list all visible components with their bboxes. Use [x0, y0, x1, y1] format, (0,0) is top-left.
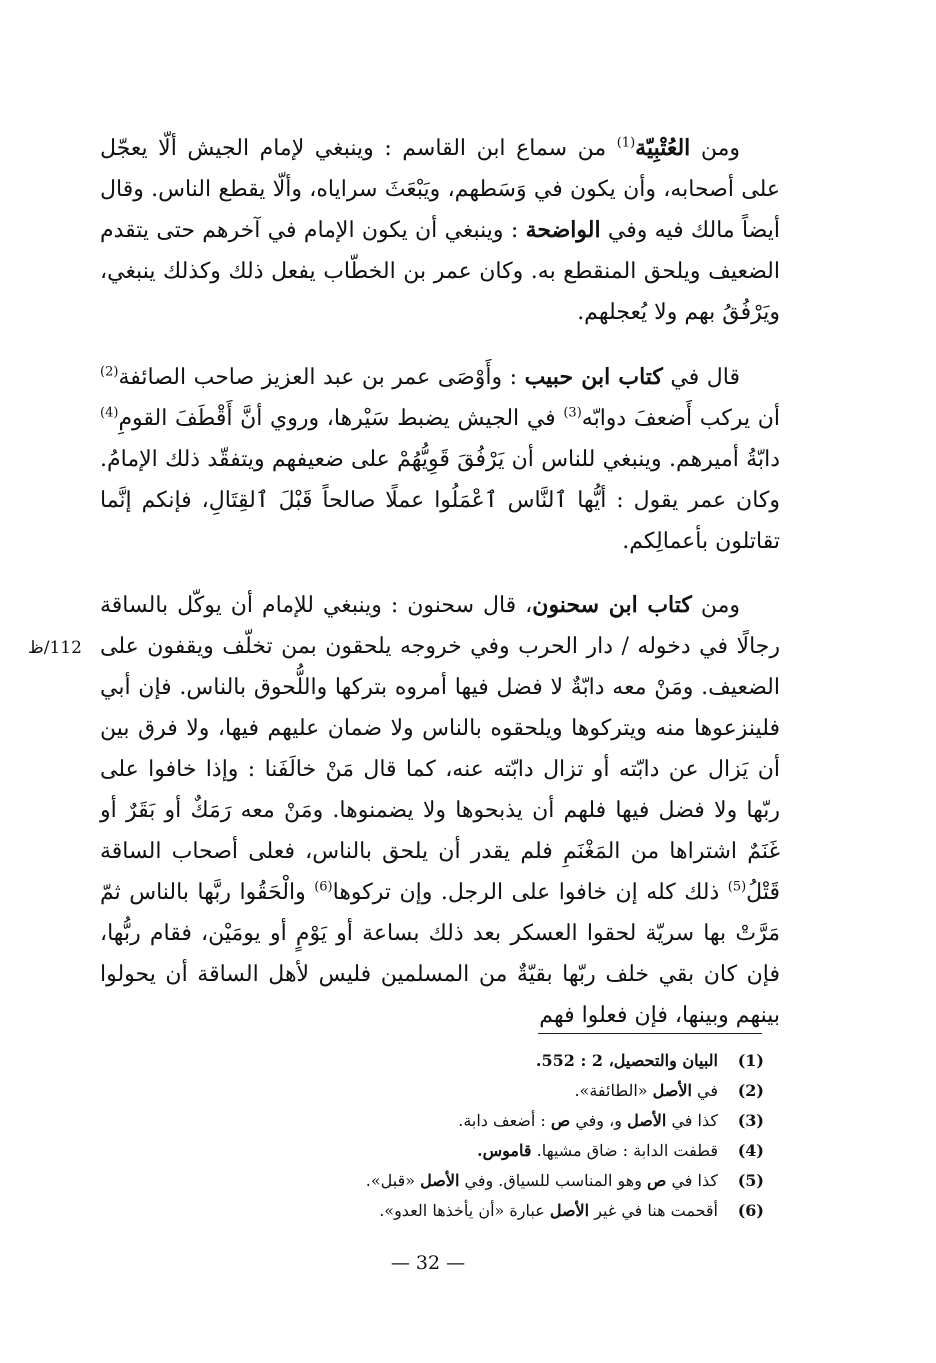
footnote-3: (3) كذا في الأصل و، وفي ص : أضعف دابة. — [458, 1111, 764, 1130]
footnote-ref-3: (3) — [563, 405, 582, 421]
footnote-2: (2) في الأصل «الطائفة». — [574, 1081, 764, 1100]
source-title: كتاب ابن حبيب — [524, 364, 663, 390]
source-title: الواضحة — [525, 217, 601, 243]
source-title: العُتْبِيّة — [635, 135, 691, 161]
footnote-ref-1: (1) — [616, 135, 636, 151]
footnote-ref-6: (6) — [314, 879, 333, 895]
footnote-4: (4) قطفت الدابة : ضاق مشيها. قاموس. — [477, 1141, 764, 1160]
folio-margin-note: 112/ظ — [28, 638, 82, 658]
source-title: كتاب ابن سحنون — [532, 592, 692, 618]
footnote-ref-2: (2) — [100, 364, 119, 380]
footnote-1: (1) البيان والتحصيل، 2 : 552. — [535, 1051, 764, 1070]
footnotes — [204, 1046, 764, 1226]
paragraph-3: ومن كتاب ابن سحنون، قال سحنون : وينبغي للإمام أن يوكّل بالساقة رجالًا في دخوله / دار الحرب وفي خروجه يلحقون بمن تخلّف ويقفون على الضعيف. ومَنْ معه دابّةٌ لا فضل فيها أمروه بتركها واللُّحوق بالناس. فإن أبي فلينزعوها منه ويتركوها ويلحقوه بالناس ولا ضمان عليهم فيها، ولا فرق بين أن يَزال عن دابّته أو تزال دابّته عنه، كما قال مَنْ خالَفَنا : وإذا خافوا على ربّها ولا فضل فيها فلهم أن يذبحوها ولا يضمنوها. ومَنْ معه رَمَكٌ أو بَقَرٌ أو غَنَمٌ اشتراها من المَغْنَمِ فلم يقدر أن يلحق بالناس، فعلى أصحاب الساقة قَتْلُ$^{(5)}$ ذلك كله إن خافوا على الرجل. وإن تركوها$^{(6)}$ والْحَقُوا ربَّها بالناس ثمّ مَرَّتْ بها سريّة لحقوا العسكر بعد ذلك بساعة أو يَوْمٍ أو يومَيْن، فقام ربُّها، فإن كان بقي خلف ربّها بقيّةٌ من المسلمين فليس لأهل الساقة أن يحولوا بينهم وبينها، فإن فعلوا فهم — [100, 592, 780, 1028]
footnote-separator — [538, 1033, 762, 1034]
footnote-ref-5: (5) — [727, 879, 747, 895]
footnote-ref-4: (4) — [100, 405, 119, 421]
page-number: — 32 — — [390, 1252, 466, 1274]
footnote-6: (6) أقحمت هنا في غير الأصل عبارة «أن يأخذها العدو». — [379, 1201, 764, 1220]
paragraph-2: قال في كتاب ابن حبيب : وأَوْصَى عمر بن عبد العزيز صاحب الصائفة$^{(2)}$ أن يركب أَضعفَ دوابّه$^{(3)}$ في الجيش يضبط سَيْرها، وروي أنَّ أَقْطَفَ القومِ$^{(4)}$ دابّةُ أميرهم. وينبغي للناس أن يَرْفُقَ قَوِيُّهُمْ على ضعيفهم ويتفقّد ذلك الإمامُ. وكان عمر يقول : أيُّها ٱلنَّاس ٱعْمَلُوا عملًا صالحاً قَبْلَ ٱلقِتَالِ، فإنكم إنَّما تقاتلون بأعمالِكم. — [100, 364, 780, 554]
paragraph-1: ومن العُتْبِيّة$^{(1)}$ من سماع ابن القاسم : وينبغي لإمام الجيش ألّا يعجّل على أصحابه، وأن يكون في وَسَطهم، ويَبْعَثَ سراياه، وألّا يقطع الناس. وقال أيضاً مالك فيه وفي الواضحة : وينبغي أن يكون الإمام في آخرهم حتى يتقدم الضعيف ويلحق المنقطع به. وكان عمر بن الخطّاب يفعل ذلك وكذلك ينبغي، ويَرْفُقُ بهم ولا يُعجلهم. — [100, 135, 780, 325]
footnote-5: (5) كذا في ص وهو المناسب للسياق. وفي الأصل «قبل». — [365, 1171, 764, 1190]
